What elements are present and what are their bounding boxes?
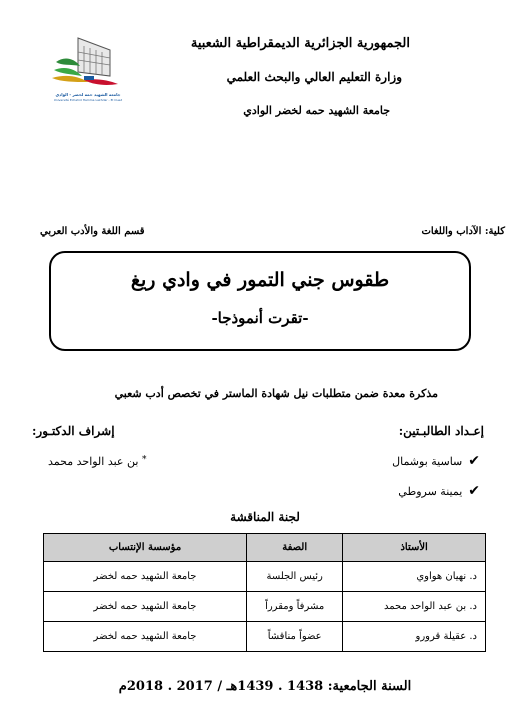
table-cell-institution: جامعة الشهيد حمه لخضر [44, 622, 247, 652]
supervisor-label: إشراف الدكتـور: [32, 424, 115, 438]
student-name: يمينة سروطي [398, 485, 463, 498]
prepared-by-label: إعـداد الطالبـتين: [398, 424, 484, 438]
jury-table [43, 533, 486, 652]
title-box [49, 251, 471, 351]
student-name: ساسية بوشمال [392, 455, 463, 468]
logo-caption-latin: Université Echahid Hamma Lakhdar - El Oued [53, 98, 123, 102]
republic-name: الجمهورية الجزائرية الديمقراطية الشعبية [190, 36, 410, 51]
check-icon: ✔ [468, 483, 480, 499]
check-icon: ✔ [468, 453, 480, 469]
committee-title: لجنة المناقشة [230, 510, 300, 524]
table-header-row [44, 534, 486, 562]
faculty-label: كلية: الآداب واللغات [421, 226, 505, 237]
logo-caption-arabic: جامعة الشهيد حمه لخضر - الوادي [55, 92, 121, 97]
university-name: جامعة الشهيد حمه لخضر الوادي [243, 104, 390, 117]
column-header-role: الصفة [247, 534, 343, 562]
university-logo [48, 32, 128, 104]
table-cell-institution: جامعة الشهيد حمه لخضر [44, 592, 247, 622]
table-row [44, 592, 486, 622]
table-cell-role: مشرفاً ومقرراً [247, 592, 343, 622]
academic-year: السنة الجامعية: 1438 . 1439هـ / 2017 . 2018م [118, 679, 412, 694]
table-cell-professor: د. بن عبد الواحد محمد [343, 592, 486, 622]
column-header-institution: مؤسسة الإنتساب [44, 534, 247, 562]
student-item [398, 483, 480, 499]
thesis-title: طقوس جني التمور في وادي ريغ [130, 269, 390, 291]
department-label: قسم اللغة والأدب العربي [40, 226, 145, 237]
table-cell-role: رئيس الجلسة [247, 562, 343, 592]
table-row [44, 622, 486, 652]
table-cell-professor: د. نهيان هواوي [343, 562, 486, 592]
memo-description: مذكرة معدة ضمن متطلبات نيل شهادة الماستر في تخصص أدب شعبي [114, 387, 438, 400]
table-row [44, 562, 486, 592]
supervisor-name: بن عبد الواحد محمد [48, 455, 139, 468]
table-cell-institution: جامعة الشهيد حمه لخضر [44, 562, 247, 592]
supervisor-mark: * [141, 455, 147, 465]
ministry-name: وزارة التعليم العالي والبحث العلمي [226, 70, 402, 84]
thesis-subtitle: -تقرت أنموذجا- [211, 309, 309, 327]
supervisor-item [48, 455, 146, 468]
column-header-professor: الأستاذ [343, 534, 486, 562]
table-cell-professor: د. عقيلة قرورو [343, 622, 486, 652]
table-cell-role: عضواً مناقشاً [247, 622, 343, 652]
student-item [392, 453, 480, 469]
